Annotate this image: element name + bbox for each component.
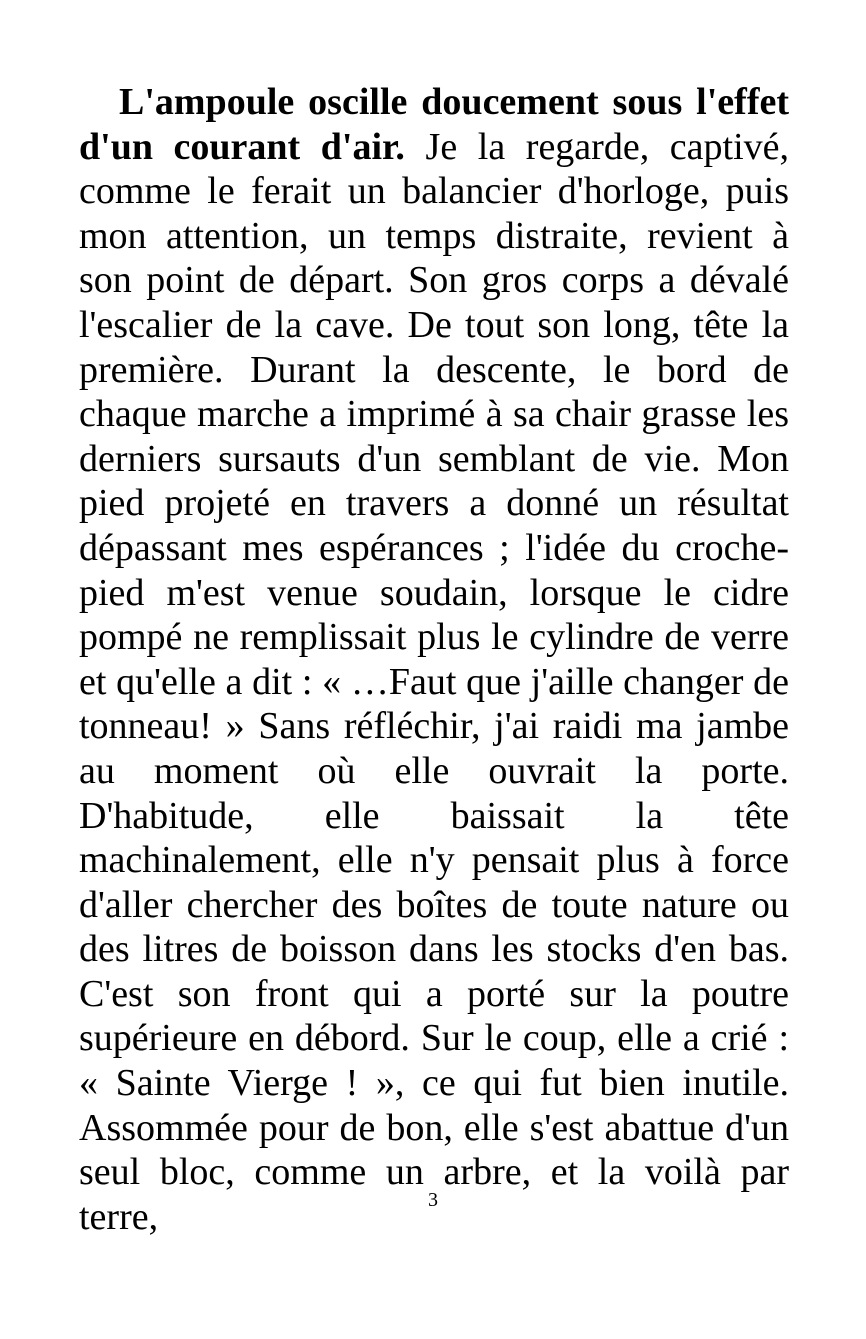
page-number: 3 (428, 1189, 438, 1211)
bold-lead-sentence: L'ampoule oscille doucement sous l'effet d'un courant d'air. (79, 81, 789, 168)
body-paragraph (79, 80, 789, 1239)
paragraph-text: Je la regarde, captivé, comme le ferait un balancier d'horloge, puis mon attention, un temps distraite, revient à son point de départ. Son gros corps a dévalé l'escalier de la cave. De tout son long, tête la première. Durant la descente, le bord de chaque marche a imprimé à sa chair grasse les derniers sursauts d'un semblant de vie. Mon pied projeté en travers a donné un résultat dépassant mes espérances ; l'idée du croche-pied m'est venue soudain, lorsque le cidre pompé ne remplissait plus le cylindre de verre et qu'elle a dit : « …Faut que j'aille changer de tonneau! » Sans réfléchir, j'ai raidi ma jambe au moment où elle ouvrait la porte. D'habitude, elle baissait la tête machinalement, elle n'y pensait plus à force d'aller chercher des boîtes de toute nature ou des litres de boisson dans les stocks d'en bas. C'est son front qui a porté sur la poutre supérieure en débord. Sur le coup, elle a crié : « Sainte Vierge ! », ce qui fut bien inutile. Assommée pour de bon, elle s'est abattue d'un seul bloc, comme un arbre, et la voilà par terre, (79, 125, 790, 1238)
